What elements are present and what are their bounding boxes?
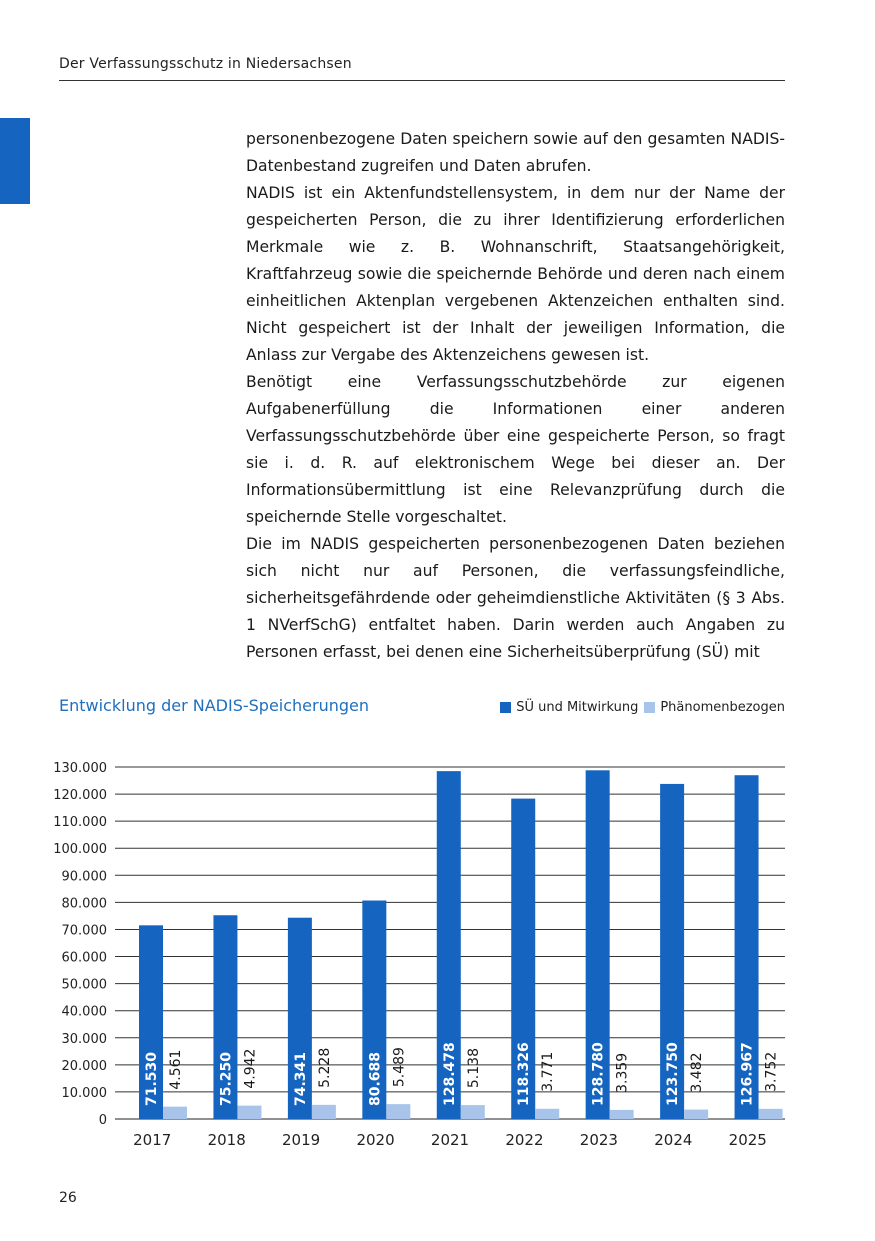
data-label-phaenomen: 3.359 [614,1052,631,1093]
header-rule [59,80,785,81]
x-tick-label: 2023 [579,1131,618,1149]
legend-item [500,700,638,715]
data-label-su: 118.326 [516,1042,533,1106]
data-label-su: 74.341 [292,1051,309,1106]
data-label-su: 71.530 [144,1051,160,1106]
x-tick-label: 2024 [654,1131,693,1149]
bar-phaenomen [312,1105,336,1119]
x-tick-label: 2021 [430,1131,470,1149]
paragraph: NADIS ist ein Aktenfundstellensystem, in dem nur der Name der gespeicherten Person, die zu ihrer Identifizierung erforderlichen Merkmale wie z. B. Wohnanschrift, Staatsangehörigkeit, Kraftfahrzeug sowie die speichernde Behörde und deren nach einem einheitlichen Aktenplan vergebenen Aktenzeichen enthalten sind. Nicht gespeichert ist der Inhalt der jeweiligen Information, die Anlass zur Vergabe des Aktenzeichens gewesen ist. [246,184,785,364]
y-tick-label: 40.000 [61,1004,107,1020]
legend-item [644,700,785,715]
data-label-su: 75.250 [218,1051,235,1106]
y-tick-label: 80.000 [61,896,107,912]
chart-legend [494,700,785,715]
running-header: Der Verfassungsschutz in Niedersachsen [59,56,352,72]
data-label-su: 123.750 [665,1042,682,1106]
page-number: 26 [59,1190,77,1206]
y-tick-label: 130.000 [53,761,107,776]
data-label-phaenomen: 4.561 [168,1049,184,1090]
x-tick-label: 2022 [505,1131,544,1149]
data-label-su: 126.967 [739,1042,756,1106]
paragraph: personenbezogene Daten speichern sowie auf den gesamten NADIS-Datenbestand zugreifen und Daten abrufen. [246,130,785,175]
paragraph: Benötigt eine Verfassungsschutzbehörde zur eigenen Aufgabenerfüllung die Informationen einer anderen Verfassungsschutzbehörde über eine gespeicherte Person, so fragt sie i. d. R. auf elektronischem Wege bei dieser an. Der Informationsübermittlung ist eine Relevanzprüfung durch die speichernde Stelle vorgeschaltet. [246,373,785,526]
data-label-phaenomen: 3.482 [689,1052,706,1093]
data-label-phaenomen: 5.489 [391,1047,408,1088]
chart-title: Entwicklung der NADIS-Speicherungen [59,696,370,715]
bar-chart [0,740,875,1160]
body-text [246,126,785,666]
bar-phaenomen [386,1104,410,1119]
data-label-phaenomen: 3.752 [763,1051,780,1092]
y-tick-label: 50.000 [61,977,107,993]
bar-phaenomen [684,1110,708,1119]
y-tick-label: 0 [98,1113,107,1128]
y-tick-label: 110.000 [53,815,107,831]
y-tick-label: 90.000 [61,869,107,885]
y-tick-label: 30.000 [61,1031,107,1047]
y-tick-label: 20.000 [61,1058,107,1074]
legend-label-su: SÜ und Mitwirkung [516,700,639,715]
y-tick-label: 100.000 [53,842,107,858]
data-label-phaenomen: 3.771 [540,1051,557,1092]
legend-label-phaenomen: Phänomenbezogen [660,700,785,715]
bar-phaenomen [610,1110,634,1119]
paragraph: Die im NADIS gespeicherten personenbezogenen Daten beziehen sich nicht nur auf Personen, die verfassungsfeindliche, sicherheitsgefährdende oder geheimdienstliche Aktivitäten (§ 3 Abs. 1 NVerfSchG) entfaltet haben. Darin werden auch Angaben zu Personen erfasst, bei denen eine Sicherheitsüberprüfung (SÜ) mit [246,535,785,661]
x-tick-label: 2025 [728,1131,767,1149]
y-tick-label: 60.000 [61,950,107,966]
bar-phaenomen [759,1109,783,1119]
x-tick-label: 2018 [207,1131,246,1149]
x-tick-label: 2020 [356,1131,395,1149]
chapter-side-tab [0,118,30,204]
data-label-phaenomen: 5.138 [465,1047,482,1089]
data-label-su: 80.688 [367,1051,384,1106]
x-tick-label: 2019 [282,1131,321,1149]
y-tick-label: 70.000 [61,923,107,939]
data-label-phaenomen: 4.942 [242,1048,259,1089]
y-tick-label: 120.000 [53,788,107,804]
bar-phaenomen [535,1109,559,1119]
data-label-su: 128.780 [590,1042,607,1106]
legend-swatch-su [500,702,511,713]
data-label-su: 128.478 [441,1042,458,1106]
data-label-phaenomen: 5.228 [316,1047,333,1088]
bar-phaenomen [461,1105,485,1119]
bar-phaenomen [163,1107,187,1119]
y-tick-label: 10.000 [61,1085,107,1101]
x-tick-label: 2017 [133,1131,172,1149]
legend-swatch-phaenomen [644,702,655,713]
bar-phaenomen [237,1106,261,1119]
